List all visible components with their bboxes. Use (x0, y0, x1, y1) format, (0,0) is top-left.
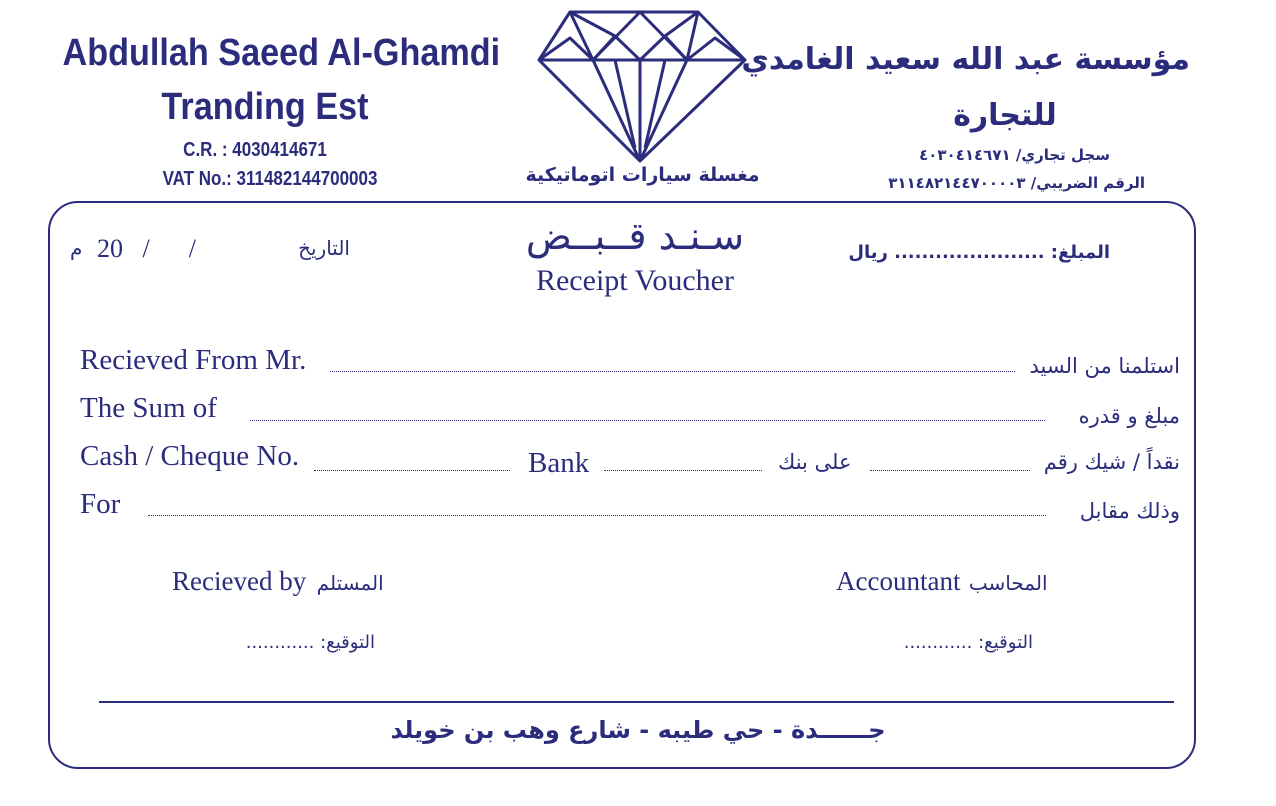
cheque-no-line[interactable] (314, 470, 510, 471)
accountant-label-en: Accountant (836, 566, 961, 596)
diamond-logo-icon (535, 8, 750, 166)
receiver-heading (172, 566, 384, 597)
cr-number-ar: سجل تجاري/ ٤٠٣٠٤١٤٦٧١ (919, 146, 1110, 164)
date-template: 20 / / (97, 234, 196, 263)
date-label: التاريخ (298, 236, 350, 260)
vat-number-ar: الرقم الضريبي/ ٣١١٤٨٢١٤٤٧٠٠٠٠٣ (888, 174, 1145, 192)
company-name-ar-line1: مؤسسة عبد الله سعيد الغامدي (741, 42, 1190, 77)
receiver-label-ar: المستلم (316, 571, 384, 595)
accountant-heading (836, 566, 1048, 597)
cr-number-en: C.R. : 4030414671 (183, 139, 327, 161)
company-name-en-line1: Abdullah Saeed Al-Ghamdi (62, 32, 501, 74)
received-from-line[interactable] (330, 371, 1015, 372)
company-name-en (40, 32, 501, 75)
company-name-en-line2-wrap (40, 86, 490, 129)
logo-caption: مغسلة سيارات اتوماتيكية (525, 164, 760, 186)
for-label-en: For (80, 488, 121, 520)
cheque-no-line-ar[interactable] (870, 470, 1030, 471)
sum-of-label-ar: مبلغ و قدره (1078, 404, 1180, 428)
cr-number-en-wrap (60, 139, 450, 162)
received-from-label-en: Recieved From Mr. (80, 344, 307, 376)
received-from-label-ar: استلمنا من السيد (1029, 354, 1180, 378)
receiver-signature[interactable]: التوقيع: ............ (245, 632, 375, 653)
accountant-signature[interactable]: التوقيع: ............ (903, 632, 1033, 653)
sum-of-line[interactable] (250, 420, 1045, 421)
cheque-no-label-en: Cash / Cheque No. (80, 440, 300, 472)
vat-number-en: VAT No.: 311482144700003 (162, 168, 378, 190)
date-field (70, 234, 360, 264)
voucher-title-ar: سـنـد قــبــض (525, 214, 745, 258)
amount-field: المبلغ: ...................... ريال (848, 242, 1110, 263)
company-name-ar-line2: للتجارة (953, 98, 1057, 133)
bank-label-ar: على بنك (778, 450, 852, 474)
company-name-en-line2: Tranding Est (161, 86, 369, 128)
bank-line[interactable] (604, 470, 762, 471)
receiver-label-en: Recieved by (172, 566, 307, 596)
footer-address: جــــــدة - حي طيبه - شارع وهب بن خويلد (390, 716, 886, 744)
voucher-title-en: Receipt Voucher (535, 264, 734, 297)
for-line[interactable] (148, 515, 1046, 516)
vat-number-en-wrap (60, 168, 480, 191)
accountant-label-ar: المحاسب (968, 571, 1048, 595)
for-label-ar: وذلك مقابل (1079, 499, 1180, 523)
cheque-no-label-ar: نقداً / شيك رقم (1043, 450, 1180, 474)
sum-of-label-en: The Sum of (80, 392, 217, 424)
footer-divider (99, 701, 1174, 703)
bank-label-en: Bank (528, 447, 590, 479)
date-suffix: م (70, 236, 83, 260)
